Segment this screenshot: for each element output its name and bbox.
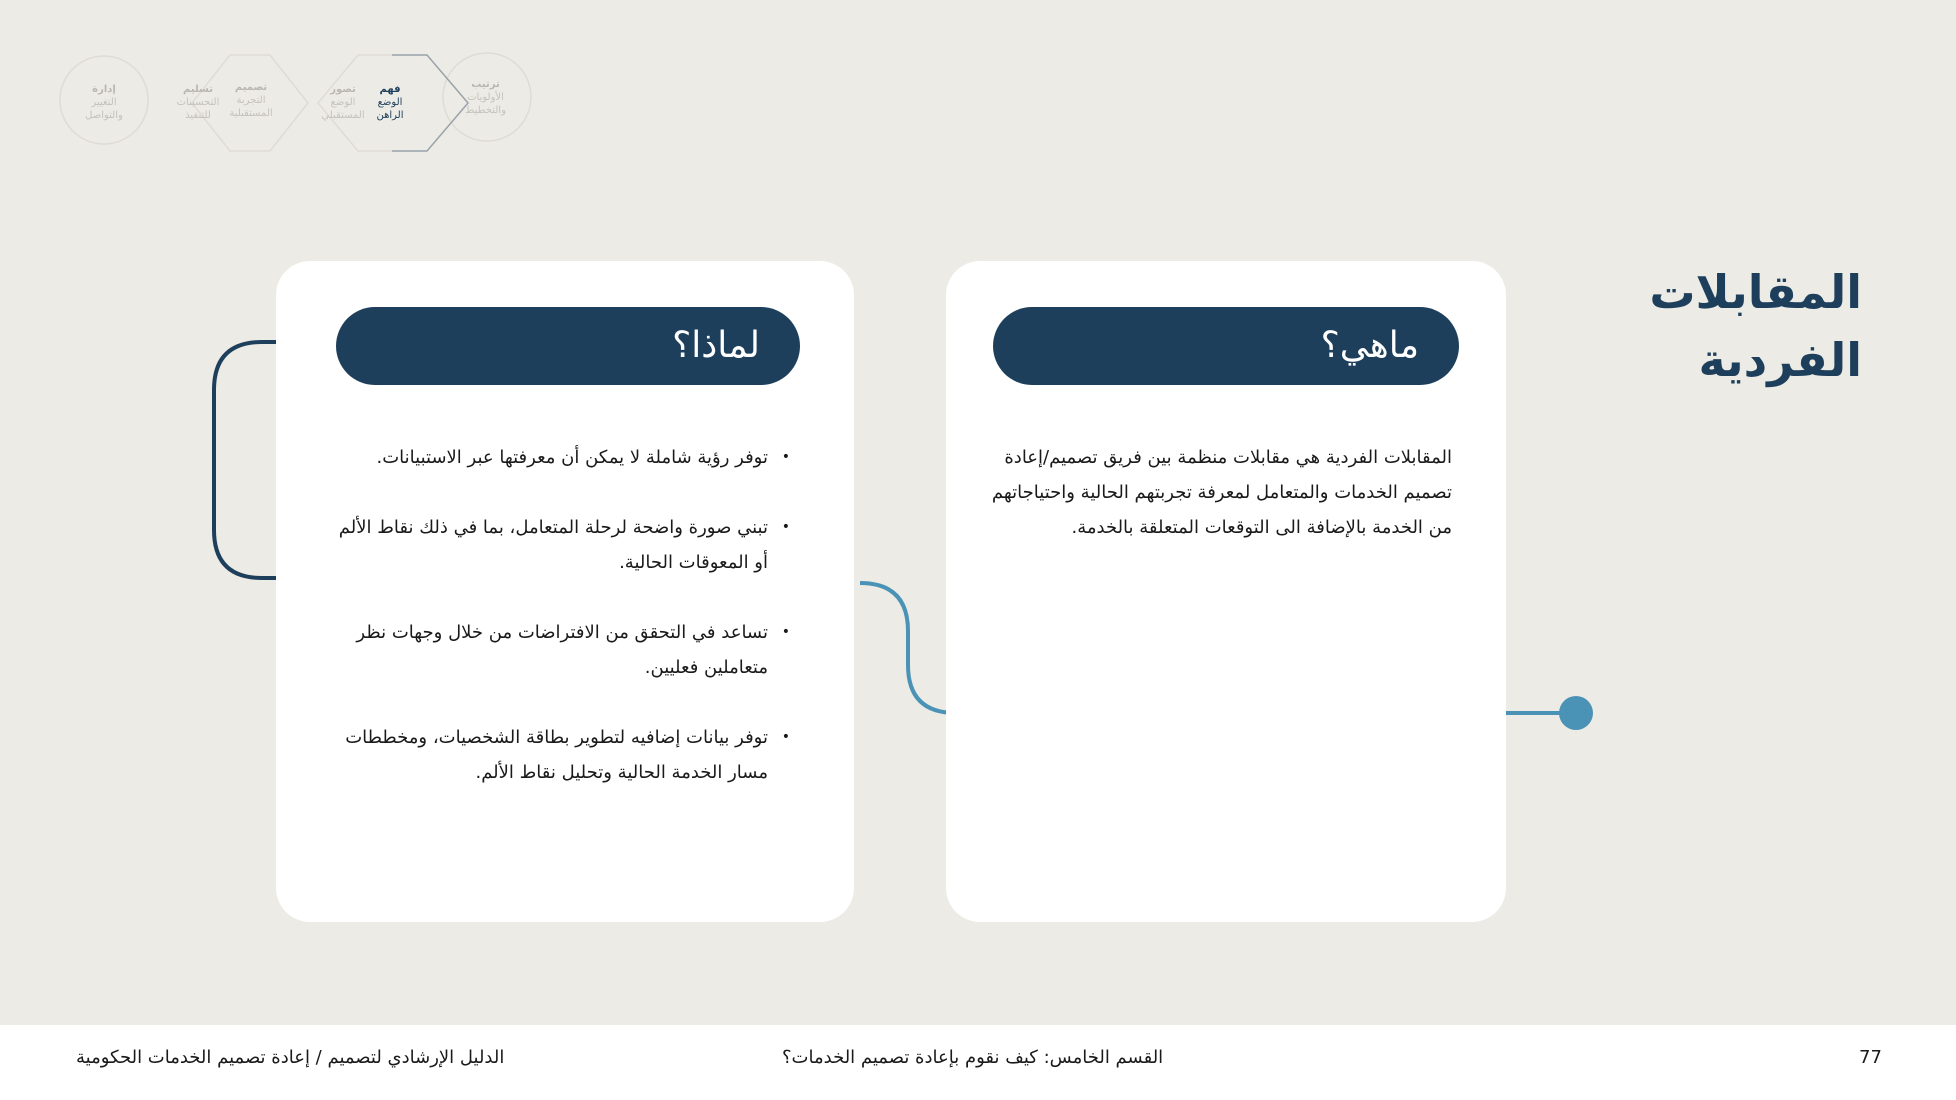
what-heading-pill: ماهي؟ [993,307,1459,385]
nav-step-subtitle: التحسينات للتنفيذ [176,96,220,121]
nav-step-subtitle: الأولويات والتخطيط [465,91,506,116]
nav-step-title: إدارة [92,83,116,95]
nav-step-title: تصميم [234,81,268,93]
what-description: المقابلات الفردية هي مقابلات منظمة بين فريق تصميم/إعادة تصميم الخدمات والمتعامل لمعرفة تجربتهم الحالية واحتياجاتهم من الخدمة بالإضافة الى التوقعات المتعلقة بالخدمة. [991,447,1452,538]
list-item: • توفر بيانات إضافيه لتطوير بطاقة الشخصيات، ومخططات مسار الخدمة الحالية وتحليل نقاط الألم. [330,720,790,790]
timeline-dot [1559,696,1593,730]
footer-guide-title: الدليل الإرشادي لتصميم / إعادة تصميم الخدمات الحكومية [76,1047,505,1068]
why-bullet-list [330,440,790,825]
footer-section-title: القسم الخامس: كيف نقوم بإعادة تصميم الخدمات؟ [782,1047,1164,1068]
nav-step-title: تصور [330,83,356,95]
footer [0,1025,1956,1100]
list-item: • تساعد في التحقق من الافتراضات من خلال وجهات نظر متعاملين فعليين. [330,615,790,685]
nav-step-subtitle: الوضع المستقبلي [321,96,365,121]
list-item: • توفر رؤية شاملة لا يمكن أن معرفتها عبر الاستبيانات. [330,440,790,475]
nav-step-title: تسليم [183,83,213,95]
why-heading-pill: لماذا؟ [336,307,800,385]
page-number: 77 [1859,1047,1882,1068]
page-title: المقابلات الفردية [1649,265,1862,387]
nav-step-subtitle: التغيير والتواصل [85,96,123,121]
nav-step-subtitle: التجربة المستقبلية [229,94,273,119]
nav-step-title: ترتيب [471,78,500,90]
nav-step-title: فهم [379,83,401,95]
nav-step-subtitle: الوضع الراهن [376,96,404,121]
list-item: • تبني صورة واضحة لرحلة المتعامل، بما في ذلك نقاط الألم أو المعوقات الحالية. [330,510,790,580]
